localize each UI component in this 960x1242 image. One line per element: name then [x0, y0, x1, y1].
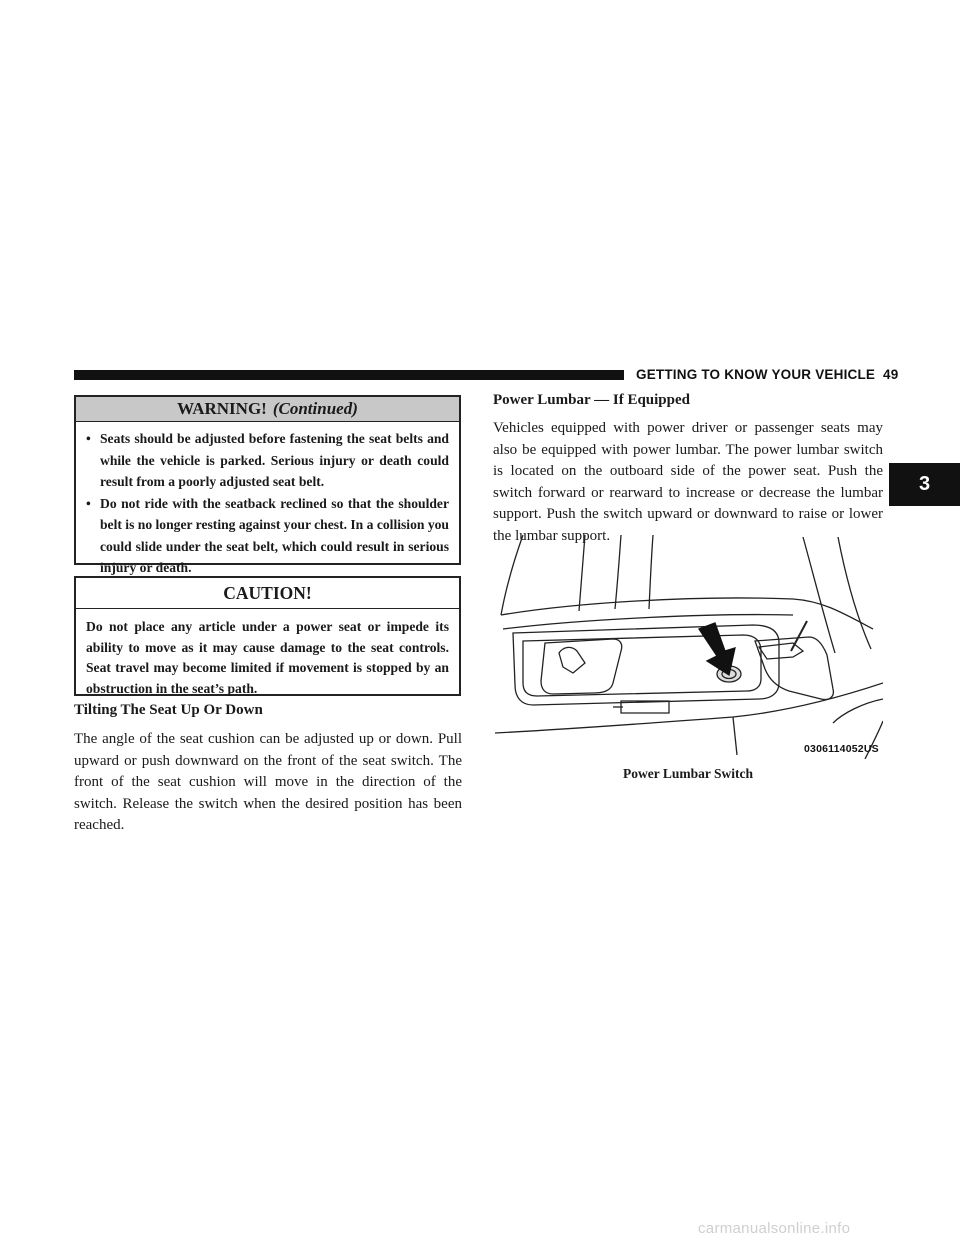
tilting-heading: Tilting The Seat Up Or Down — [74, 702, 263, 718]
chapter-tab: 3 — [889, 463, 960, 506]
lumbar-paragraph: Vehicles equipped with power driver or passenger seats may also be equipped with power lumbar. The power lumbar switch is located on the outboard side of the power seat. Push the switch forward or rearward to increase or decrease the lumbar support. Push the switch upward or downward to raise or lower the lumbar support. — [493, 420, 883, 544]
lumbar-heading: Power Lumbar — If Equipped — [493, 392, 690, 408]
tilting-paragraph: The angle of the seat cushion can be adjusted up or down. Pull upward or push downward on the front of the seat switch. The front of the seat cushion will move in the direction of the switch. Release the switch when the desired position has been reached. — [74, 731, 462, 833]
warning-item: • Do not ride with the seatback reclined so that the shoulder belt is no longer resting against your chest. In a collision you could slide under the seat belt, which could result in serious injury or death. — [86, 493, 449, 579]
warning-title: WARNING! — [177, 399, 267, 418]
caution-box — [74, 576, 461, 696]
section-title: GETTING TO KNOW YOUR VEHICLE — [636, 367, 876, 382]
warning-header — [76, 397, 459, 422]
figure-caption: Power Lumbar Switch — [622, 766, 753, 781]
running-header — [636, 367, 898, 382]
figure-code: 0306114052US — [804, 743, 879, 755]
warning-item: • Seats should be adjusted before fastening the seat belts and while the vehicle is parked. Serious injury or death could result from a poorly adjusted seat belt. — [86, 428, 449, 493]
caution-title: CAUTION! — [76, 578, 459, 609]
warning-box — [74, 395, 461, 575]
page-number: 49 — [883, 367, 899, 382]
header-rule — [74, 370, 624, 380]
power-lumbar-illustration — [493, 533, 883, 759]
warning-list — [86, 428, 449, 579]
warning-continued: (Continued) — [272, 399, 358, 418]
watermark: carmanualsonline.info — [698, 1220, 851, 1237]
caution-body: Do not place any article under a power seat or impede its ability to move as it may cause damage to the seat controls. Seat travel may become limited if movement is stopped by an obstruction in the seat’s path. — [86, 619, 449, 696]
